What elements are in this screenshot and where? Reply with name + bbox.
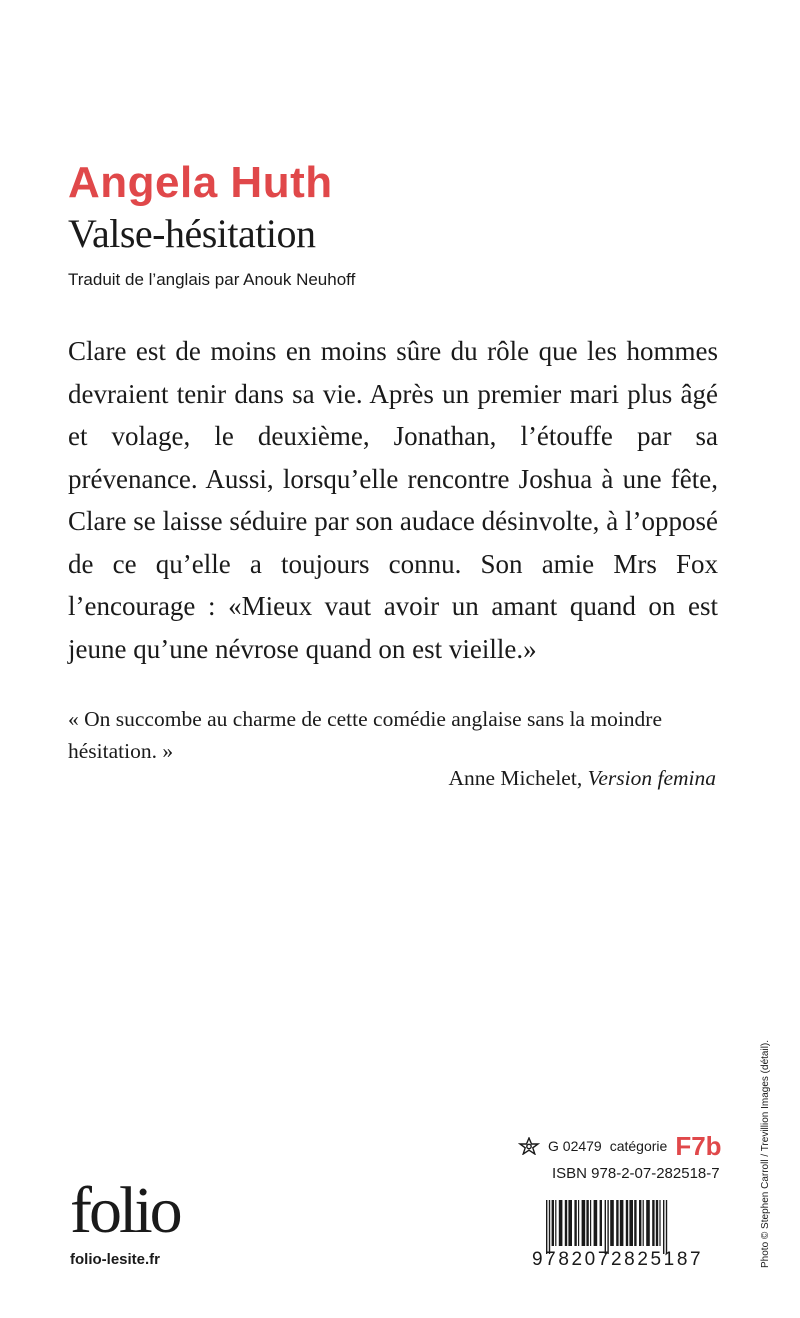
publisher-website: folio-lesite.fr [70, 1251, 161, 1268]
barcode-bar [568, 1200, 572, 1246]
barcode-bar [549, 1200, 550, 1254]
press-quote: « On succombe au charme de cette comédie anglaise sans la moindre hésitation. » [68, 707, 663, 763]
barcode-bar [607, 1200, 608, 1254]
barcode-bar [582, 1200, 586, 1246]
book-title: Valse-hésitation [68, 211, 316, 256]
barcode-bar [559, 1200, 563, 1246]
barcode-bar [574, 1200, 576, 1246]
barcode-bar [643, 1200, 644, 1246]
translator-credit: Traduit de l’anglais par Anouk Neuhoff [68, 270, 356, 289]
barcode [532, 1200, 720, 1272]
barcode-bar [659, 1200, 660, 1246]
barcode-bar [629, 1200, 633, 1246]
author-name: Angela Huth [68, 158, 333, 207]
barcode-bar [663, 1200, 664, 1254]
catalog-code: G 02479 [548, 1138, 602, 1154]
photo-credit: Photo © Stephen Carroll / Trevillion Images (détail). [760, 1039, 771, 1268]
quote-author: Anne Michelet, [448, 766, 583, 790]
barcode-bar [552, 1200, 554, 1246]
barcode-bar [620, 1200, 624, 1246]
barcode-bar [610, 1200, 614, 1246]
barcode-bar [565, 1200, 567, 1246]
barcode-bar [555, 1200, 556, 1246]
gallimard-star-icon [518, 1137, 540, 1155]
back-cover-blurb [68, 330, 718, 670]
barcode-bar [626, 1200, 628, 1246]
quote-attribution [448, 766, 716, 791]
catalog-line [518, 1131, 722, 1161]
barcode-bar [600, 1200, 602, 1246]
barcode-bar [594, 1200, 598, 1246]
quote-source: Version femina [587, 766, 716, 790]
barcode-bar [590, 1200, 591, 1246]
barcode-bar [578, 1200, 579, 1246]
folio-logo: folio [70, 1174, 180, 1247]
barcode-bar [546, 1200, 547, 1254]
barcode-bar [652, 1200, 654, 1246]
barcode-bar [616, 1200, 618, 1246]
barcode-digits: 9782072825187 [532, 1249, 704, 1270]
barcode-bar [646, 1200, 650, 1246]
barcode-bar [666, 1200, 667, 1254]
barcode-bar [639, 1200, 641, 1246]
category-code: F7b [675, 1131, 722, 1161]
blurb-text: Clare est de moins en moins sûre du rôle que les hommes devraient tenir dans sa vie. Après un premier mari plus âgé et volage, le deuxième, Jonathan, l’étouffe par sa prévenance. Aussi, lorsqu’elle rencontre Joshua à une fête, Clare se laisse séduire par son audace désinvolte, à l’opposé de ce qu’elle a toujours connu. Son amie Mrs Fox l’encourage : «Mieux vaut avoir un amant quand on est jeune qu’une névrose quand on est vieille.» [68, 336, 718, 664]
isbn: ISBN 978-2-07-282518-7 [552, 1165, 720, 1182]
barcode-bar [634, 1200, 636, 1246]
barcode-bar [586, 1200, 588, 1246]
barcode-bar [605, 1200, 606, 1254]
barcode-bar [656, 1200, 658, 1246]
category-label: catégorie [609, 1138, 668, 1154]
